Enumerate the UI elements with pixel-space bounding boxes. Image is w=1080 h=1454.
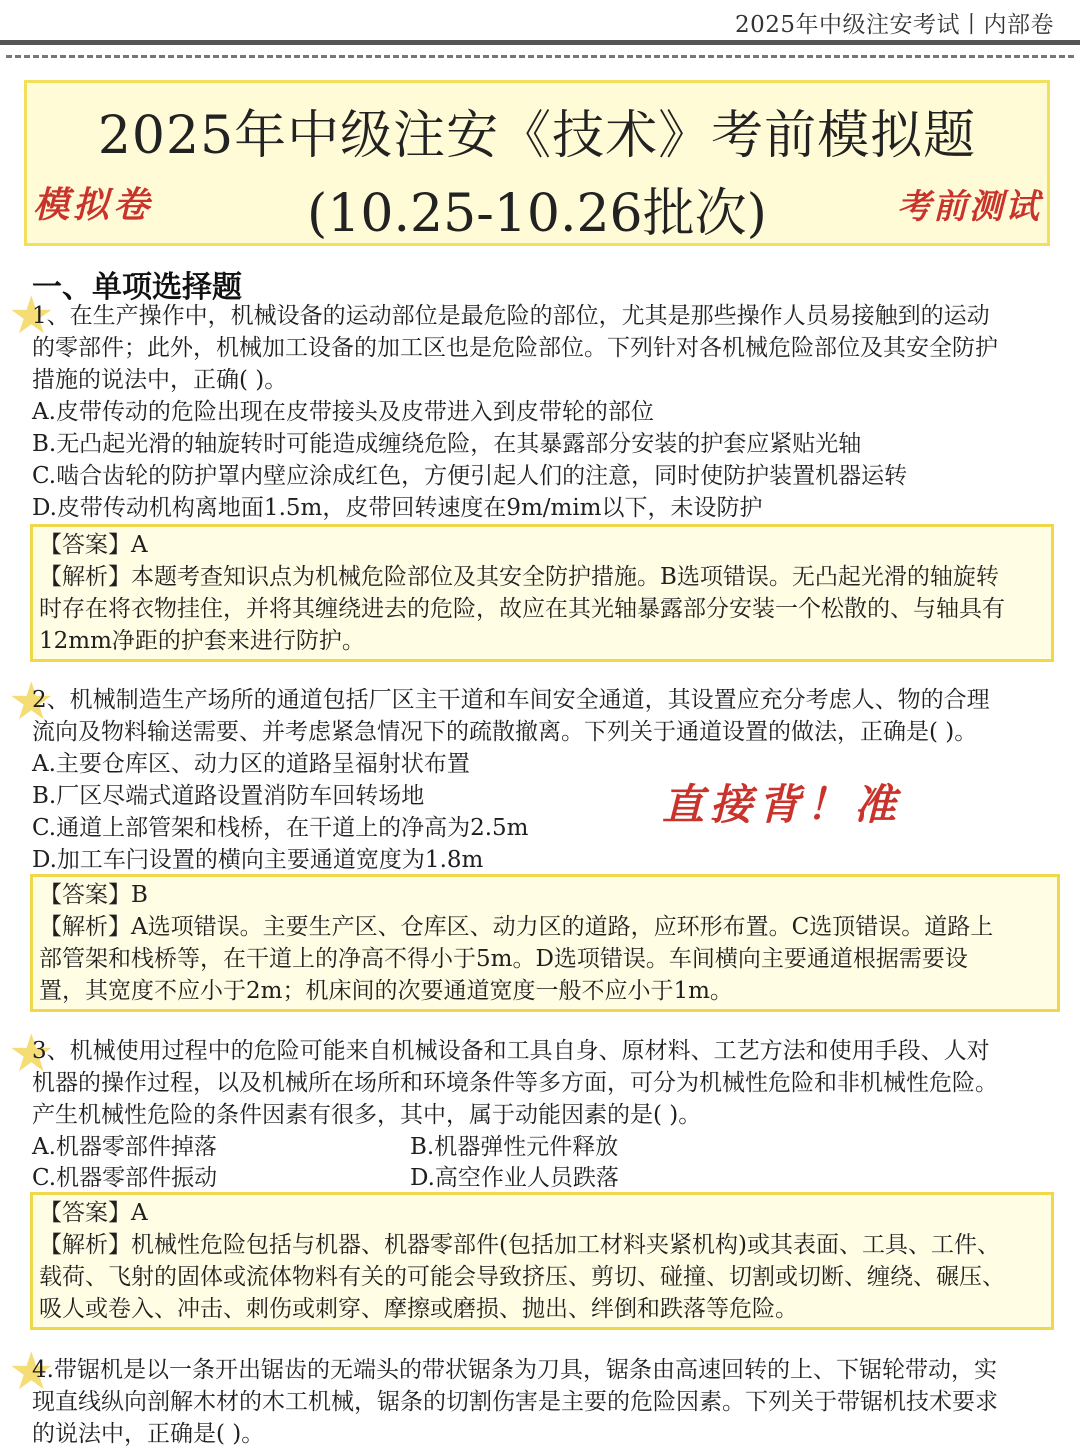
page-title: 2025年中级注安《技术》考前模拟题	[97, 106, 977, 166]
header-rule	[0, 40, 1080, 45]
analysis-line: 置，其宽度不应小于2m；机床间的次要通道宽度一般不应小于1m。	[39, 978, 733, 1004]
star-icon: ★	[8, 672, 55, 732]
option-c: C.机器零部件振动	[32, 1165, 218, 1191]
question-stem-line: 产生机械性危险的条件因素有很多，其中，属于动能因素的是( )。	[32, 1102, 702, 1128]
analysis-line: 12mm净距的护套来进行防护。	[39, 628, 365, 654]
analysis-line: 【解析】A选项错误。主要生产区、仓库区、动力区的道路，应环形布置。C选顶错误。道路上	[39, 914, 994, 940]
page-subtitle: (10.25-10.26批次)	[307, 184, 767, 244]
star-icon: ★	[8, 1342, 55, 1402]
analysis-line: 【解析】本题考查知识点为机械危险部位及其安全防护措施。B选项错误。无凸起光滑的轴旋转	[39, 564, 999, 590]
handwritten-note-right: 考前测试	[897, 187, 1041, 227]
answer-box	[30, 1192, 1054, 1330]
option-d: D.皮带传动机构离地面1.5m，皮带回转速度在9m/mim以下，未设防护	[32, 495, 763, 521]
star-icon: ★	[8, 286, 55, 346]
question-stem-line: 的零部件；此外，机械加工设备的加工区也是危险部位。下列针对各机械危险部位及其安全防护	[32, 335, 998, 361]
analysis-line: 时存在将衣物挂住，并将其缠绕进去的危险，故应在其光轴暴露部分安装一个松散的、与轴具有	[39, 596, 1005, 622]
analysis-line: 吸人或卷入、冲击、刺伤或刺穿、摩擦或磨损、抛出、绊倒和跌落等危险。	[39, 1296, 798, 1322]
question-stem-line: 1、在生产操作中，机械设备的运动部位是最危险的部位，尤其是那些操作人员易接触到的运动	[32, 303, 990, 329]
question-stem-line: 的说法中，正确是( )。	[32, 1421, 265, 1447]
handwritten-note: 直接背！准	[662, 780, 903, 829]
option-a: A.主要仓库区、动力区的道路呈福射状布置	[32, 751, 470, 777]
option-b: B.无凸起光滑的轴旋转时可能造成缠绕危险，在其暴露部分安装的护套应紧贴光轴	[32, 431, 862, 457]
question-stem-line: 流向及物料输送需要、并考虑紧急情况下的疏散撤离。下列关于通道设置的做法，正确是( )。	[32, 719, 978, 745]
header-tag: 2025年中级注安考试丨内部卷	[734, 12, 1054, 38]
option-a: A.皮带传动的危险出现在皮带接头及皮带进入到皮带轮的部位	[32, 399, 654, 425]
option-b: B.厂区尽端式道路设置消防车回转场地	[32, 783, 425, 809]
analysis-line: 【解析】机械性危险包括与机器、机器零部件(包括加工材料夹紧机构)或其表面、工具、工件、	[39, 1232, 1000, 1258]
section-title: 一、单项选择题	[32, 270, 242, 305]
question-stem-line: 机器的操作过程，以及机械所在场所和环境条件等多方面，可分为机械性危险和非机械性危险。	[32, 1070, 998, 1096]
question-stem-line: 2、机械制造生产场所的通道包括厂区主干道和车间安全通道，其设置应充分考虑人、物的合理	[32, 687, 990, 713]
handwritten-note-left: 模拟卷	[33, 185, 154, 226]
analysis-line: 载荷、飞射的固体或流体物料有关的可能会导致挤压、剪切、碰撞、切割或切断、缠绕、碾压、	[39, 1264, 1005, 1290]
option-d: D.加工车闩设置的横向主要通道宽度为1.8m	[32, 847, 484, 873]
answer-box	[30, 524, 1054, 662]
option-c: C.通道上部管架和栈桥，在干道上的净高为2.5m	[32, 815, 529, 841]
option-a: A.机器零部件掉落	[32, 1134, 217, 1160]
question-stem-line: 4.带锯机是以一条开出锯齿的无端头的带状锯条为刀具，锯条由高速回转的上、下锯轮带动，实	[32, 1357, 997, 1383]
answer-label: 【答案】B	[39, 882, 148, 908]
star-icon: ★	[8, 1024, 55, 1084]
option-d: D.高空作业人员跌落	[410, 1165, 619, 1191]
title-box	[24, 80, 1050, 246]
answer-label: 【答案】A	[39, 1200, 148, 1226]
option-c: C.啮合齿轮的防护罩内壁应涂成红色，方便引起人们的注意，同时使防护装置机器运转	[32, 463, 908, 489]
question-stem-line: 现直线纵向剖解木材的木工机械，锯条的切割伤害是主要的危险因素。下列关于带锯机技术要求	[32, 1389, 998, 1415]
question-stem-line: 措施的说法中，正确( )。	[32, 367, 288, 393]
option-b: B.机器弹性元件释放	[410, 1134, 619, 1160]
analysis-line: 部管架和栈桥等，在干道上的净高不得小于5m。D选项错误。车间横向主要通道根据需要设	[39, 946, 968, 972]
question-stem-line: 3、机械使用过程中的危险可能来自机械设备和工具自身、原材料、工艺方法和使用手段、人对	[32, 1038, 990, 1064]
answer-label: 【答案】A	[39, 532, 148, 558]
dashed-divider	[6, 55, 1074, 58]
answer-box	[30, 874, 1060, 1012]
